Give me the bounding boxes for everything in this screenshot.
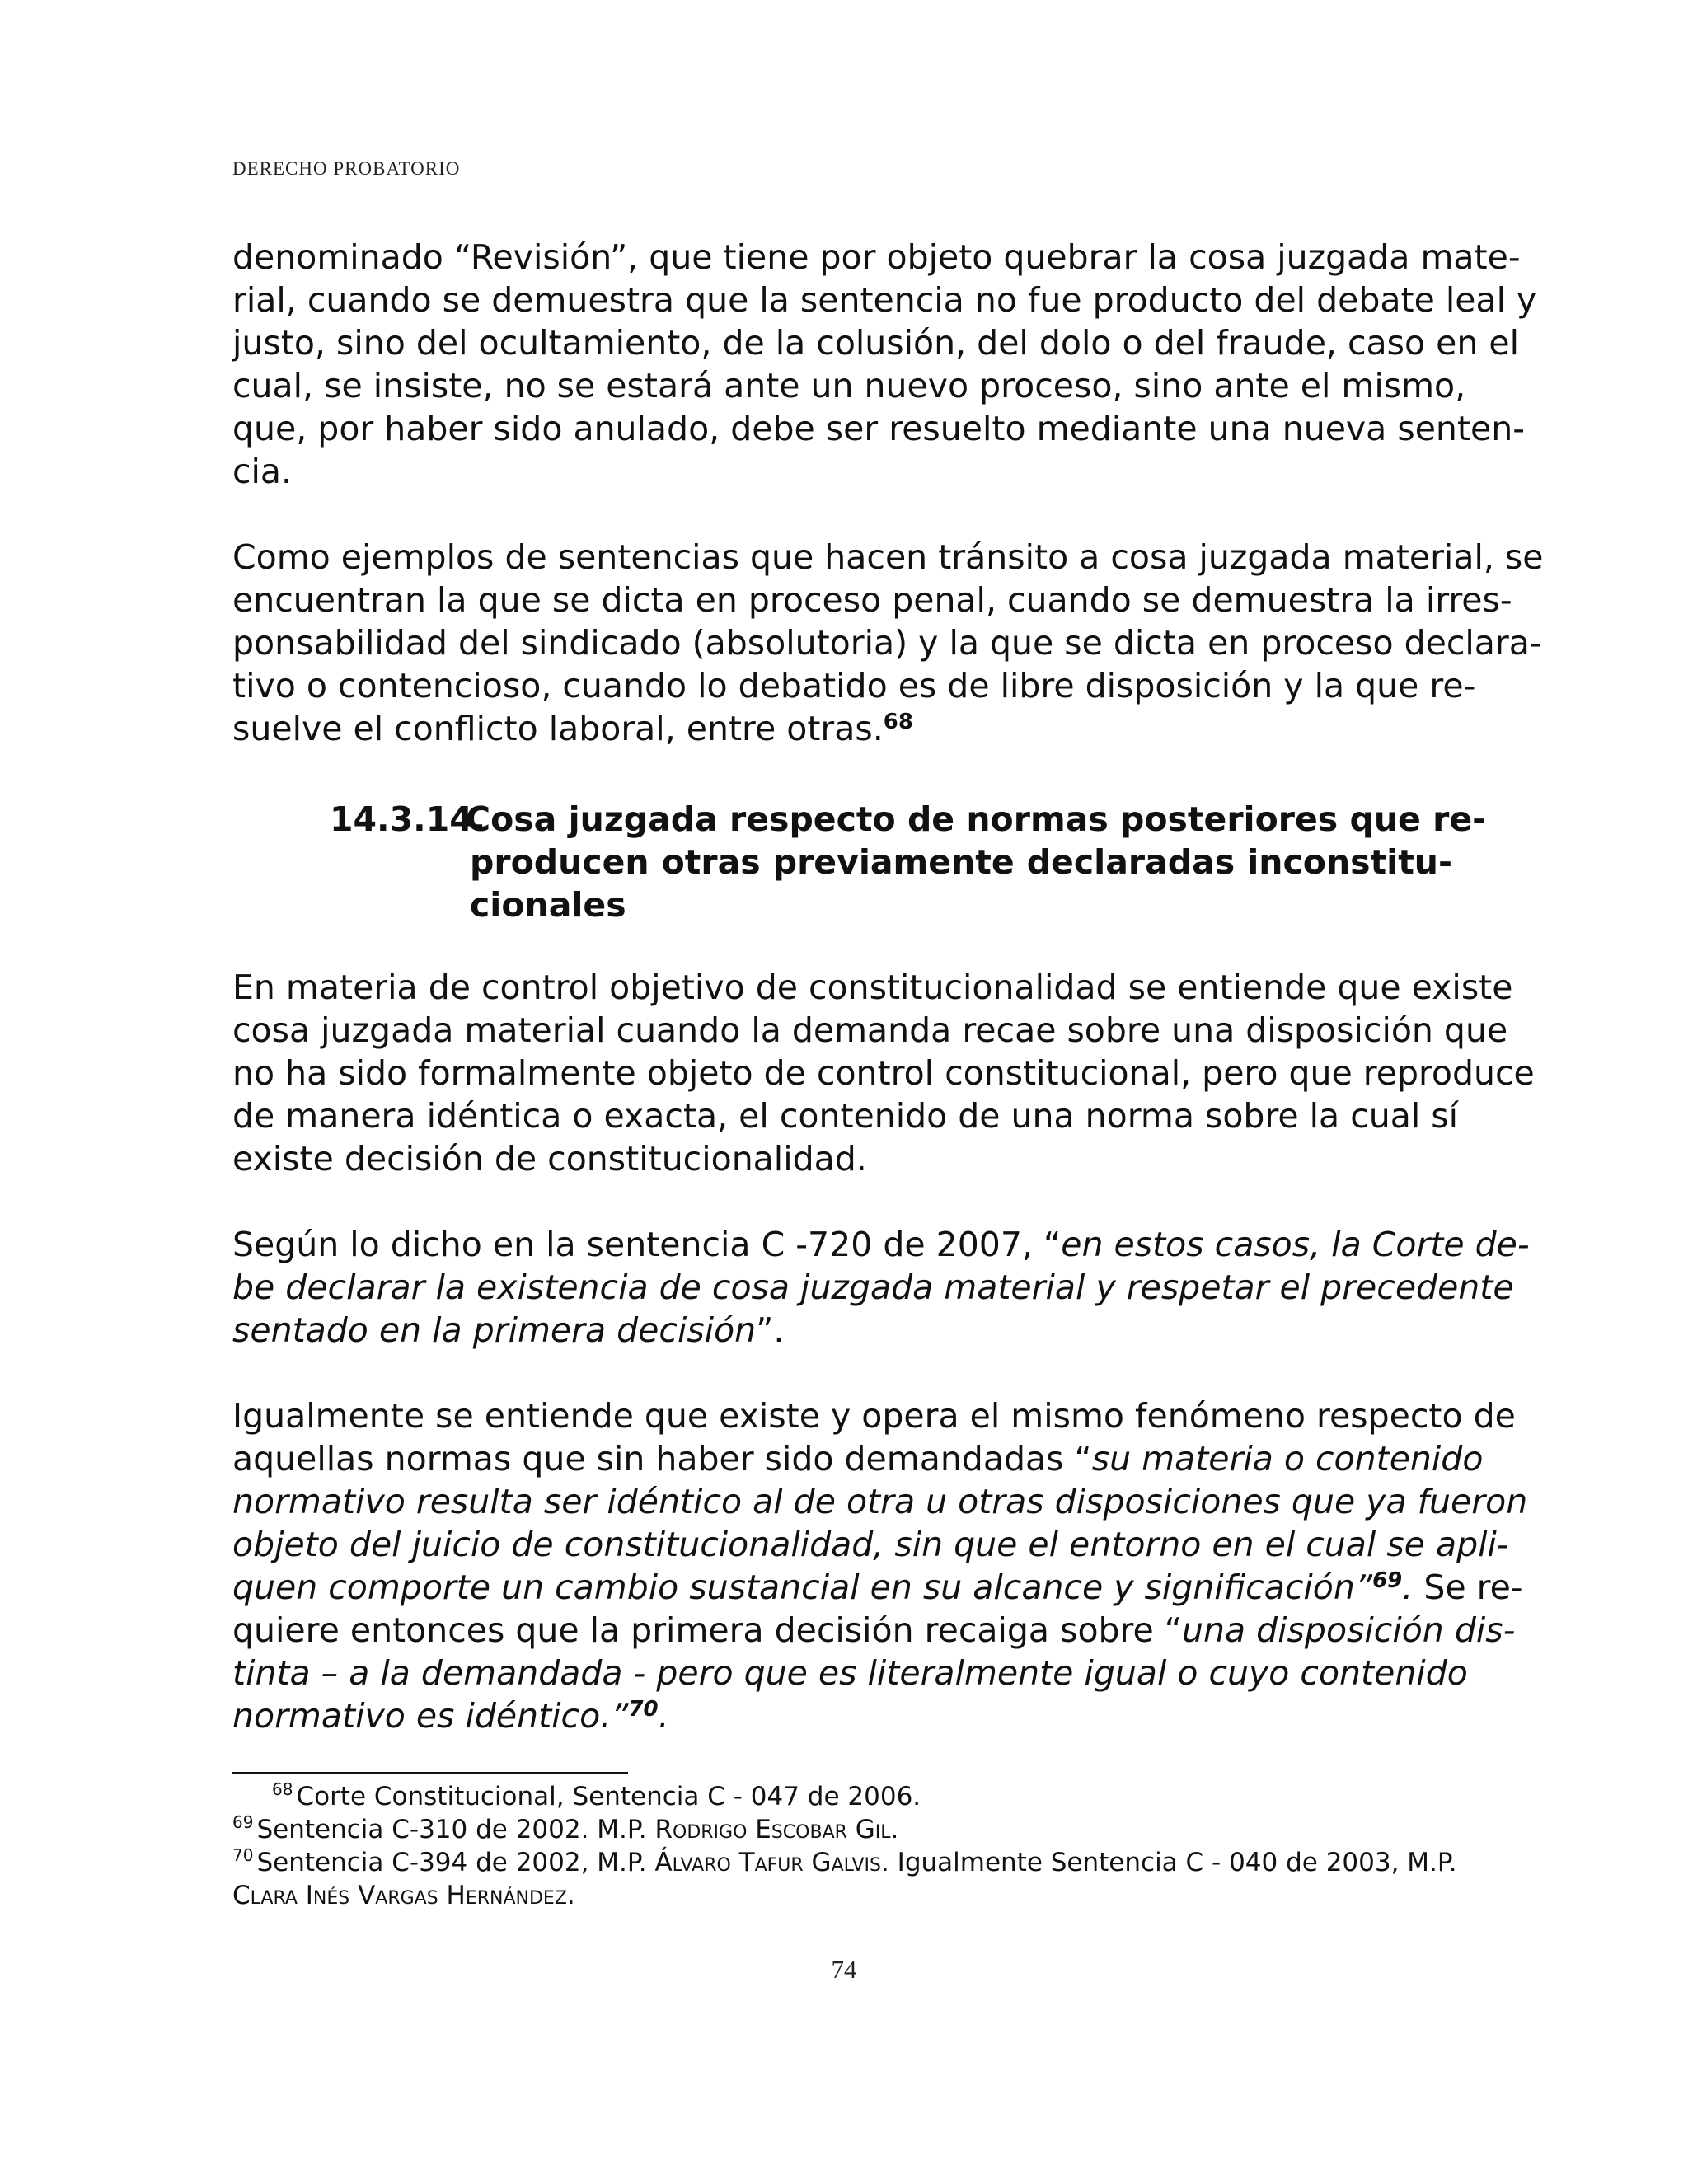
- section-title: [466, 798, 1487, 926]
- paragraph-2-line: tivo o contencioso, cuando lo debatido es de libre disposición y la que re-: [232, 666, 1476, 705]
- quote-text: .: [1402, 1568, 1414, 1607]
- footnote-ref-69[interactable]: 69: [1372, 1568, 1403, 1593]
- footnotes: [232, 1779, 1457, 1912]
- paragraph-1-line: denominado “Revisión”, que tiene por objeto quebrar la cosa juzgada mate-: [232, 237, 1521, 277]
- quote-text: una disposición dis-: [1182, 1610, 1516, 1650]
- paragraph-2-last-line: [232, 707, 1452, 750]
- section-title-line: Cosa juzgada respecto de normas posteriores que re-: [466, 799, 1487, 839]
- paragraph-3-line: de manera idéntica o exacta, el contenido de una norma sobre la cual sí: [232, 1096, 1459, 1136]
- quote-text: objeto del juicio de constitucionalidad, sin que el entorno en el cual se apli-: [232, 1525, 1509, 1564]
- paragraph-4-text: ”.: [756, 1310, 785, 1350]
- quote-text: be declarar la existencia de cosa juzgada material y respetar el precedente: [232, 1268, 1514, 1307]
- footnote-author: Clara Inés Vargas Hernández: [232, 1881, 567, 1910]
- footnote-ref-70[interactable]: 70: [628, 1697, 659, 1722]
- paragraph-3-line: existe decisión de constitucionalidad.: [232, 1139, 867, 1179]
- paragraph-5-text: Se re-: [1413, 1568, 1523, 1607]
- running-header: DERECHO PROBATORIO: [232, 158, 461, 179]
- paragraph-5-line-6: [232, 1609, 1516, 1652]
- paragraph-3-line: cosa juzgada material cuando la demanda recae sobre una disposición que: [232, 1010, 1508, 1050]
- section-number: 14.3.14.: [330, 799, 486, 839]
- footnote-text: .: [566, 1881, 575, 1910]
- paragraph-4-line-3: [232, 1309, 1452, 1352]
- quote-text: tinta – a la demandada - pero que es literalmente igual o cuyo contenido: [232, 1653, 1468, 1693]
- quote-text: normativo resulta ser idéntico al de otra u otras disposiciones que ya fueron: [232, 1482, 1528, 1521]
- footnote-69: [232, 1813, 1452, 1846]
- quote-text: su materia o contenido: [1091, 1439, 1484, 1479]
- paragraph-5: [232, 1394, 1528, 1737]
- footnote-number: 69: [232, 1812, 254, 1832]
- quote-text: en estos casos, la Corte de-: [1061, 1225, 1530, 1264]
- footnote-70-continued: [232, 1879, 1452, 1912]
- footnote-author: Álvaro Tafur Galvis: [654, 1848, 881, 1877]
- paragraph-1: [232, 236, 1537, 493]
- paragraph-5-text: aquellas normas que sin haber sido demandadas “: [232, 1439, 1092, 1479]
- paragraph-5-line-5: [232, 1566, 1523, 1609]
- page-number: 74: [831, 1955, 857, 1984]
- footnote-text: .: [890, 1815, 899, 1844]
- paragraph-4: [232, 1223, 1530, 1352]
- paragraph-2: [232, 536, 1544, 750]
- paragraph-1-line: cia.: [232, 452, 293, 491]
- footnote-70: [232, 1845, 1457, 1879]
- footnote-number: 70: [232, 1845, 254, 1865]
- paragraph-5-text: quiere entonces que la primera decisión recaiga sobre “: [232, 1610, 1183, 1650]
- quote-text: quen comporte un cambio sustancial en su alcance y significación”: [232, 1568, 1373, 1607]
- footnote-separator: [232, 1772, 628, 1774]
- paragraph-1-line: que, por haber sido anulado, debe ser resuelto mediante una nueva senten-: [232, 409, 1525, 448]
- paragraph-3-line: no ha sido formalmente objeto de control constitucional, pero que reproduce: [232, 1053, 1535, 1093]
- footnote-text: Sentencia C-310 de 2002. M.P.: [256, 1815, 655, 1844]
- quote-text: normativo es idéntico.”: [232, 1696, 629, 1736]
- paragraph-1-line: justo, sino del ocultamiento, de la colusión, del dolo o del fraude, caso en el: [232, 323, 1519, 363]
- paragraph-2-line: suelve el conflicto laboral, entre otras.: [232, 709, 884, 748]
- paragraph-5-line-2: [232, 1437, 1484, 1480]
- quote-text: sentado en la primera decisión: [232, 1310, 757, 1350]
- paragraph-2-line: encuentran la que se dicta en proceso penal, cuando se demuestra la irres-: [232, 580, 1512, 620]
- footnote-ref-68[interactable]: 68: [883, 710, 913, 734]
- quote-text: .: [658, 1696, 669, 1736]
- paragraph-4-text: Según lo dicho en la sentencia C -720 de 2007, “: [232, 1225, 1062, 1264]
- footnote-68: [232, 1780, 1452, 1813]
- paragraph-3: [232, 966, 1535, 1180]
- paragraph-2-line: ponsabilidad del sindicado (absolutoria) y la que se dicta en proceso declara-: [232, 623, 1542, 663]
- paragraph-1-line: cual, se insiste, no se estará ante un nuevo proceso, sino ante el mismo,: [232, 366, 1466, 405]
- paragraph-5-line: Igualmente se entiende que existe y opera el mismo fenómeno respecto de: [232, 1396, 1516, 1436]
- paragraph-1-line: rial, cuando se demuestra que la sentencia no fue producto del debate leal y: [232, 280, 1537, 320]
- paragraph-2-line: Como ejemplos de sentencias que hacen tránsito a cosa juzgada material, se: [232, 537, 1544, 577]
- footnote-number: 68: [272, 1779, 293, 1799]
- paragraph-3-line: En materia de control objetivo de constitucionalidad se entiende que existe: [232, 968, 1513, 1007]
- section-title-line: cionales: [470, 885, 626, 925]
- footnote-text: . Igualmente Sentencia C - 040 de 2003, M.P.: [880, 1848, 1457, 1877]
- footnote-author: Rodrigo Escobar Gil: [654, 1815, 891, 1844]
- paragraph-4-line-1: [232, 1223, 1530, 1266]
- paragraph-5-line-8: [232, 1694, 1452, 1737]
- footnote-text: Sentencia C-394 de 2002, M.P.: [256, 1848, 655, 1877]
- footnote-text: Corte Constitucional, Sentencia C - 047 de 2006.: [296, 1782, 921, 1811]
- section-title-line: producen otras previamente declaradas inconstitu-: [470, 842, 1452, 882]
